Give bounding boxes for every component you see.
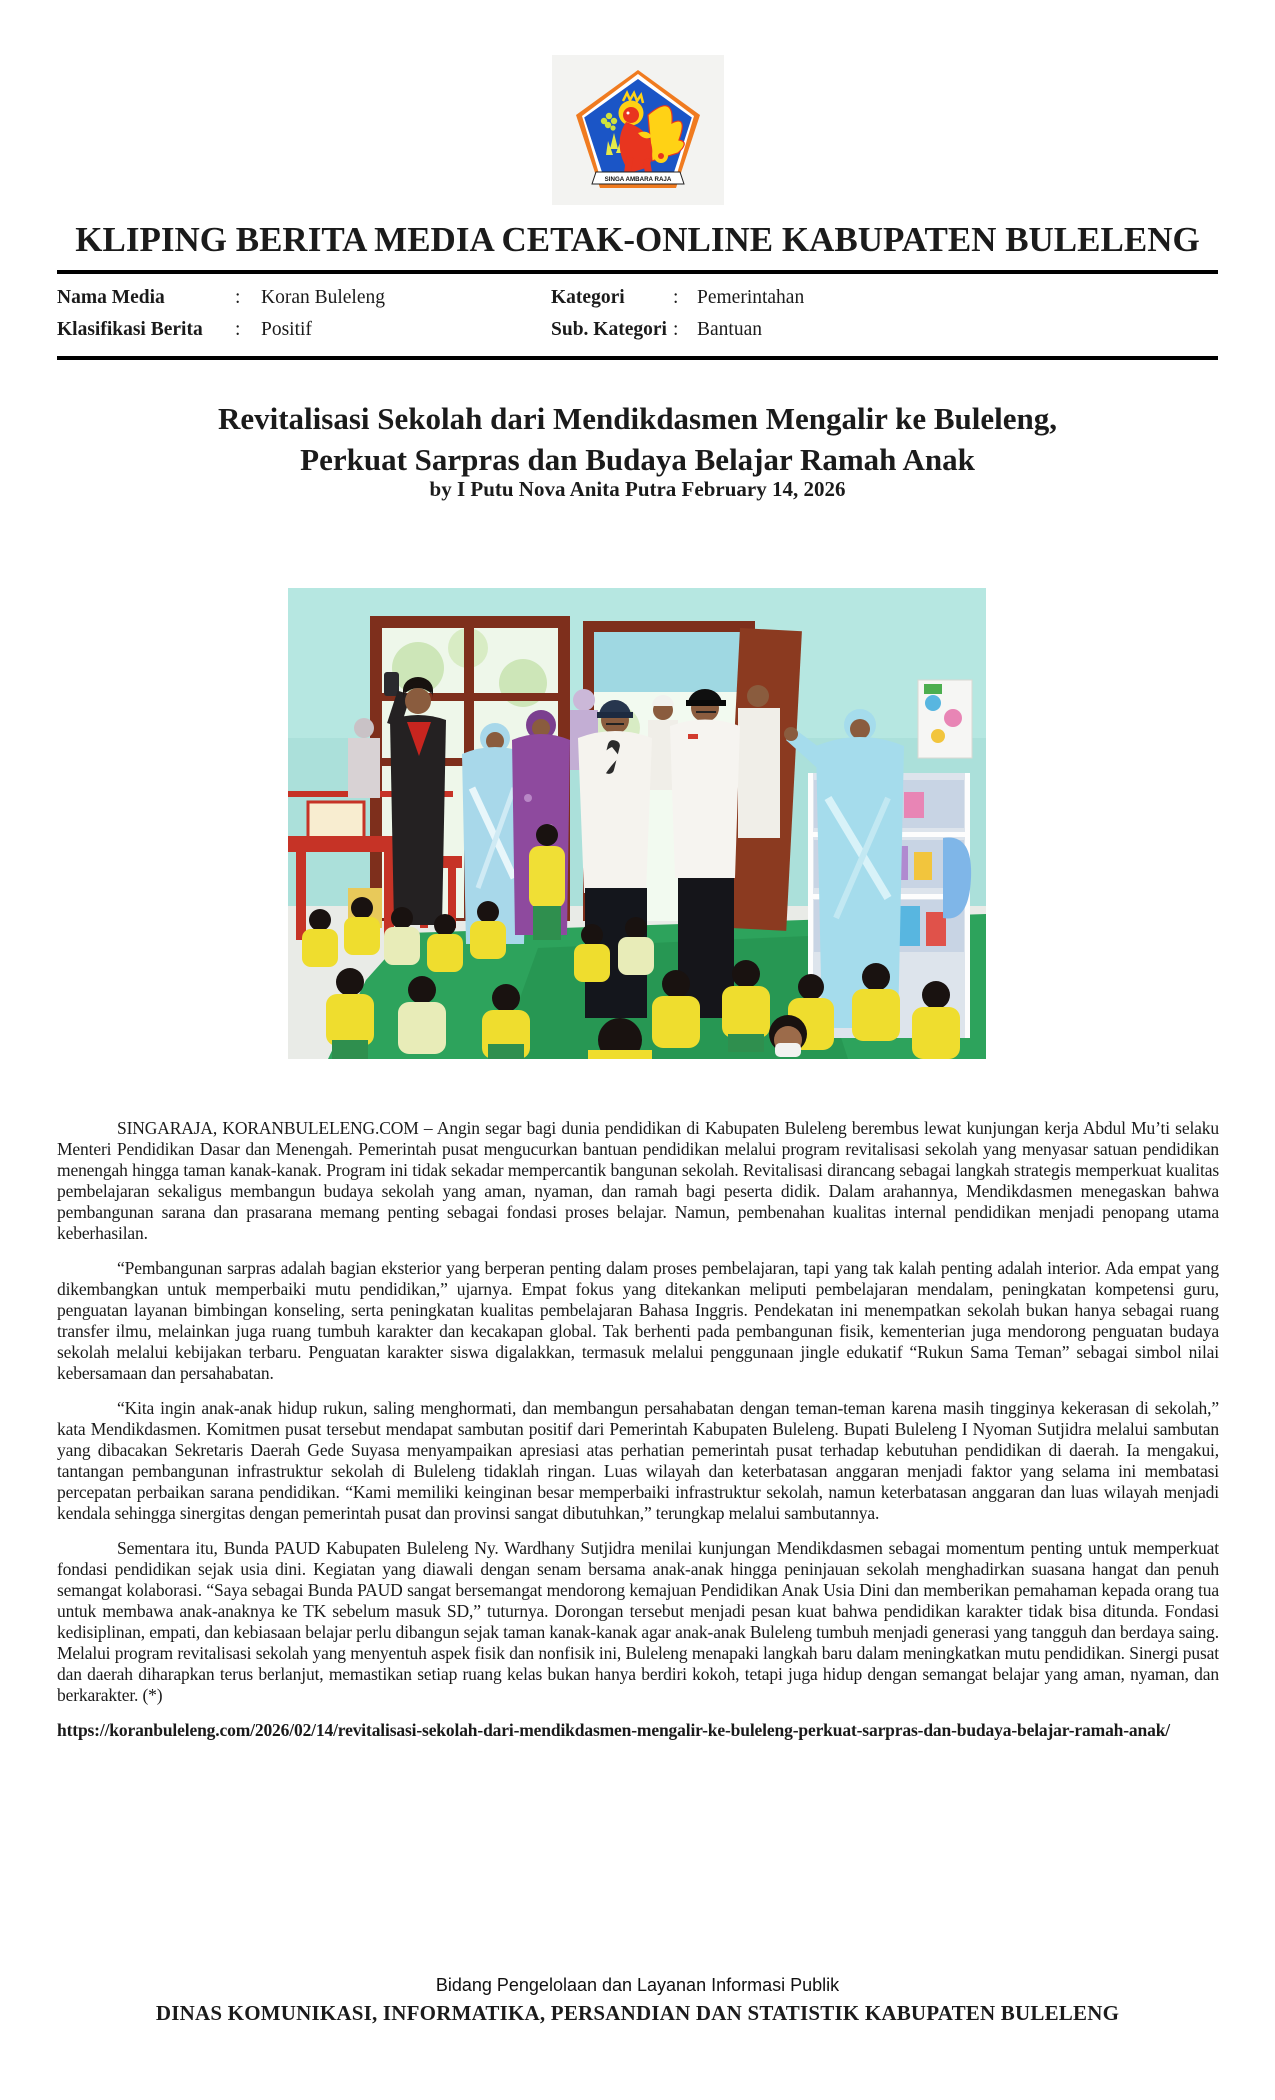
meta-row-2: [57, 318, 1218, 342]
article-paragraph-1: SINGARAJA, KORANBULELENG.COM – Angin segar bagi dunia pendidikan di Kabupaten Buleleng berembus lewat kunjungan kerja Abdul Mu’ti selaku Menteri Pendidikan Dasar dan Menengah. Pemerintah pusat mengucurkan bantuan pendidikan melalui program revitalisasi sekolah yang menyasar satuan pendidikan menengah hingga taman kanak-kanak. Program ini tidak sekadar mempercantik bangunan sekolah. Revitalisasi dirancang sebagai langkah strategis memperkuat kualitas pembelajaran sekaligus membangun budaya sekolah yang aman, nyaman, dan ramah bagi peserta didik. Dalam arahannya, Mendikdasmen menegaskan bahwa pembangunan sarana dan prasarana memang penting sebagai fondasi proses belajar. Namun, pembenahan kualitas internal pendidikan menjadi penopang utama keberhasilan.: [57, 1118, 1219, 1243]
meta-table: [57, 270, 1218, 360]
meta-value-sub-kategori: Bantuan: [697, 319, 762, 340]
man-white-polo: [670, 689, 740, 1018]
article-byline: by I Putu Nova Anita Putra February 14, 2026: [429, 477, 846, 501]
footer-agency: DINAS KOMUNIKASI, INFORMATIKA, PERSANDIAN DAN STATISTIK KABUPATEN BULELENG: [155, 2001, 1120, 2025]
meta-separator: :: [673, 287, 679, 308]
meta-label-kategori: Kategori: [551, 287, 625, 308]
meta-label-nama-media: Nama Media: [57, 287, 165, 308]
article-paragraph-2: “Pembangunan sarpras adalah bagian eksterior yang berperan penting dalam proses pembelajaran, tapi yang tak kalah penting adalah interior. Ada empat yang dikembangkan untuk memperbaiki mutu pendidikan,” ujarnya. Empat fokus yang ditekankan meliputi pembelajaran mendalam, peningkatan kompetensi guru, penguatan layanan bimbingan konseling, serta peningkatan kualitas pembelajaran Bahasa Inggris. Pendekatan ini menempatkan sekolah bukan hanya sebagai ruang transfer ilmu, melainkan juga ruang tumbuh karakter dan kecakapan global. Tak berhenti pada pembangunan fisik, kementerian juga mendorong penguatan budaya sekolah melalui kebijakan terbaru. Penguatan karakter siswa digalakkan, termasuk melalui penggunaan jingle edukatif “Rukun Sama Teman” sebagai simbol nilai kebersamaan dan persahabatan.: [57, 1258, 1219, 1383]
article-headline-line1: Revitalisasi Sekolah dari Mendikdasmen Mengalir ke Buleleng,: [217, 401, 1058, 436]
article-paragraph-3: “Kita ingin anak-anak hidup rukun, saling menghormati, dan membangun persahabatan dengan teman-teman karena masih tingginya kekerasan di sekolah,” kata Mendikdasmen. Komitmen pusat tersebut mendapat sambutan positif dari Pemerintah Kabupaten Buleleng. Bupati Buleleng I Nyoman Sutjidra melalui sambutan yang dibacakan Sekretaris Daerah Gede Suyasa menyampaikan apresiasi atas perhatian pemerintah pusat terhadap kebutuhan pendidikan di daerah. Ia mengakui, tantangan pembangunan infrastruktur sekolah di Buleleng tidaklah ringan. Luas wilayah dan keterbatasan anggaran menjadi faktor yang selama ini membatasi percepatan perbaikan sarana pendidikan. “Kami memiliki keinginan besar memperbaiki infrastruktur sekolah, namun keterbatasan anggaran dan luas wilayah menjadi kendala sehingga sinergitas dengan pemerintah pusat dan provinsi sangat dibutuhkan,” terungkap melalui sambutannya.: [57, 1398, 1219, 1523]
meta-row-1: [57, 286, 1218, 310]
emblem-banner: [592, 172, 684, 184]
meta-value-kategori: Pemerintahan: [697, 287, 805, 308]
article-headline: [60, 398, 1215, 480]
emblem-banner-text: SINGA AMBARA RAJA: [604, 175, 672, 183]
wall-poster: [918, 680, 972, 758]
meta-label-sub-kategori: Sub. Kategori: [551, 319, 667, 340]
meta-separator: :: [235, 287, 241, 308]
classroom-visit-photo-illustration: [288, 588, 986, 1059]
meta-separator: :: [235, 319, 241, 340]
footer-division: Bidang Pengelolaan dan Layanan Informasi Publik: [435, 1975, 840, 1995]
article-body: [57, 1118, 1219, 1755]
singa-ambara-raja-emblem-icon: [568, 63, 708, 198]
article-paragraph-4: Sementara itu, Bunda PAUD Kabupaten Buleleng Ny. Wardhany Sutjidra menilai kunjungan Mendikdasmen sebagai momentum penting untuk memperkuat fondasi pendidikan sejak usia dini. Kegiatan yang diawali dengan senam bersama anak-anak hingga peninjauan sekolah menghadirkan suasana hangat dan penuh semangat kolaborasi. “Saya sebagai Bunda PAUD sangat bersemangat mendorong kemajuan Pendidikan Anak Usia Dini dan memberikan pemahaman kepada orang tua untuk membawa anak-anaknya ke TK sebelum masuk SD,” tuturnya. Dorongan tersebut menjadi pesan kuat bahwa pendidikan karakter tidak bisa ditunda. Fondasi kedisiplinan, empati, dan kebiasaan belajar perlu dibangun sejak taman kanak-kanak agar anak-anak Buleleng tumbuh menjadi generasi yang tangguh dan berdaya saing. Melalui program revitalisasi sekolah yang menyentuh aspek fisik dan nonfisik ini, Buleleng menapaki langkah baru dalam meningkatkan mutu pendidikan. Sinergi pusat dan daerah diharapkan terus berlanjut, memastikan setiap ruang kelas bukan hanya berdiri kokoh, tetapi juga hidup dengan semangat belajar yang aman, nyaman, dan berkarakter. (*): [57, 1538, 1219, 1705]
article-photo: [288, 588, 986, 1059]
meta-label-klasifikasi: Klasifikasi Berita: [57, 319, 203, 340]
meta-value-nama-media: Koran Buleleng: [261, 287, 386, 308]
article-headline-line2: Perkuat Sarpras dan Budaya Belajar Ramah Anak: [300, 442, 975, 477]
document-title: KLIPING BERITA MEDIA CETAK-ONLINE KABUPATEN BULELENG: [75, 220, 1200, 259]
source-url: https://koranbuleleng.com/2026/02/14/revitalisasi-sekolah-dari-mendikdasmen-mengalir-ke-buleleng-perkuat-sarpras-dan-budaya-belajar-ramah-anak/: [57, 1720, 1171, 1740]
buleleng-emblem-block: [552, 55, 724, 205]
meta-separator: :: [673, 319, 679, 340]
meta-value-klasifikasi: Positif: [261, 319, 312, 340]
page-footer: [0, 1972, 1275, 2028]
